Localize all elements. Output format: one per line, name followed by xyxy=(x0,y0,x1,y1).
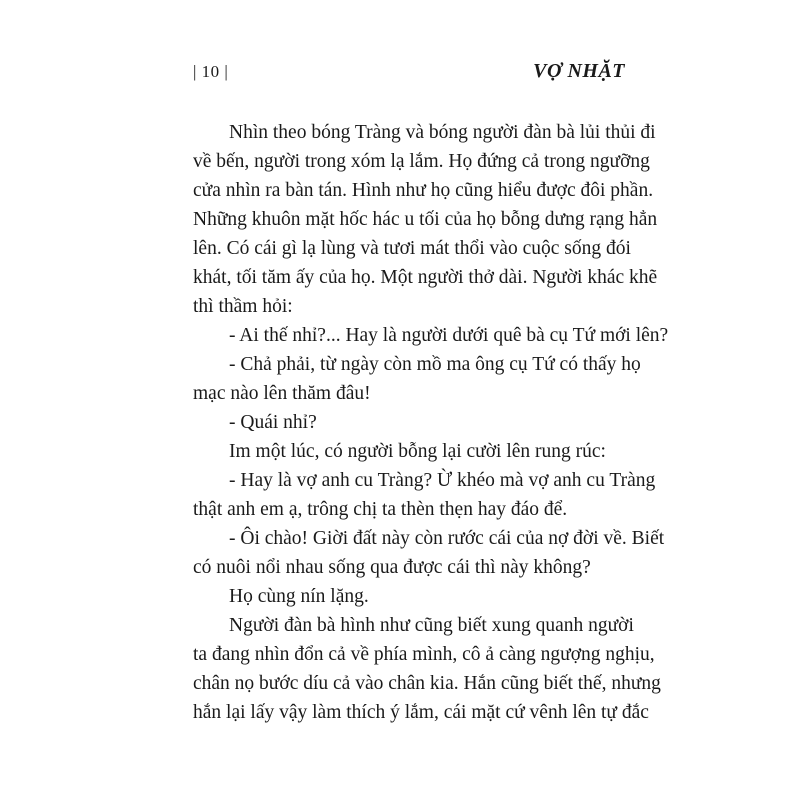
text-line: Nhìn theo bóng Tràng và bóng người đàn bà lủi thủi đi xyxy=(229,122,656,143)
paragraph xyxy=(193,524,665,582)
text-line: mạc nào lên thăm đâu! xyxy=(193,383,371,404)
text-line: - Ai thế nhỉ?... Hay là người dưới quê bà cụ Tứ mới lên? xyxy=(229,325,669,346)
text-line: Những khuôn mặt hốc hác u tối của họ bỗng dưng rạng hẳn xyxy=(193,209,658,230)
paragraph xyxy=(193,350,641,408)
text-line: về bến, người trong xóm lạ lắm. Họ đứng cả trong ngưỡng xyxy=(193,151,650,172)
text-line: - Quái nhỉ? xyxy=(229,412,317,433)
text-line: Họ cùng nín lặng. xyxy=(229,586,369,607)
text-line: thì thầm hỏi: xyxy=(193,296,293,317)
text-line: chân nọ bước díu cả vào chân kia. Hắn cũng biết thế, nhưng xyxy=(193,673,661,694)
text-line: Người đàn bà hình như cũng biết xung quanh người xyxy=(229,615,634,636)
body-text xyxy=(193,118,669,727)
text-line: cửa nhìn ra bàn tán. Hình như họ cũng hiểu được đôi phần. xyxy=(193,180,654,201)
text-line: - Ôi chào! Giời đất này còn rước cái của nợ đời về. Biết xyxy=(229,528,665,549)
page-number: | 10 | xyxy=(193,62,229,81)
running-title: VỢ NHẶT xyxy=(533,60,625,82)
text-line: có nuôi nổi nhau sống qua được cái thì này không? xyxy=(193,557,591,578)
text-line: - Chả phải, từ ngày còn mồ ma ông cụ Tứ có thấy họ xyxy=(229,354,641,375)
paragraph xyxy=(193,611,661,727)
paragraph xyxy=(193,466,656,524)
paragraph xyxy=(193,118,658,321)
text-line: ta đang nhìn đổn cả về phía mình, cô ả càng ngượng nghịu, xyxy=(193,644,655,665)
paragraph xyxy=(193,437,625,466)
text-line: thật anh em ạ, trông chị ta thèn thẹn hay đáo để. xyxy=(193,499,568,520)
text-line: hắn lại lấy vậy làm thích ý lắm, cái mặt cứ vênh lên tự đắc xyxy=(193,702,649,723)
paragraph xyxy=(193,408,625,437)
paragraph xyxy=(193,321,669,350)
text-line: khát, tối tăm ấy của họ. Một người thở dài. Người khác khẽ xyxy=(193,267,658,288)
text-line: lên. Có cái gì lạ lùng và tươi mát thổi vào cuộc sống đói xyxy=(193,238,631,259)
paragraph xyxy=(193,582,625,611)
text-line: - Hay là vợ anh cu Tràng? Ừ khéo mà vợ anh cu Tràng xyxy=(229,470,656,491)
page-header xyxy=(193,60,625,90)
text-line: Im một lúc, có người bỗng lại cười lên rung rúc: xyxy=(229,441,606,462)
